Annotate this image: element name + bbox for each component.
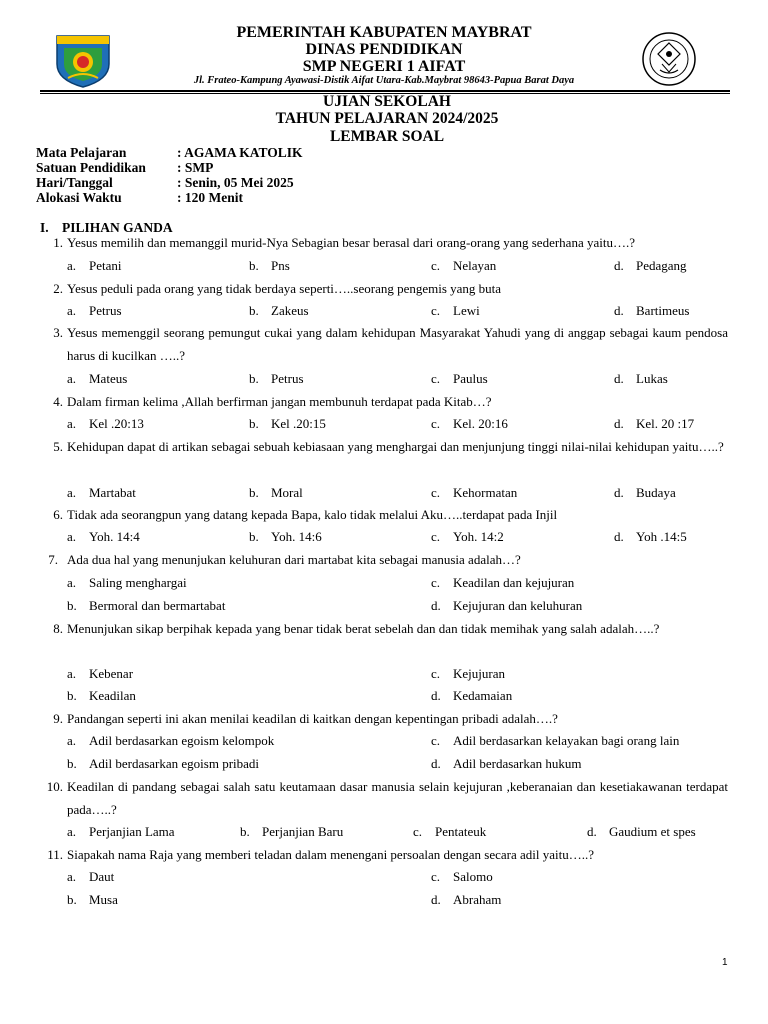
option[interactable]: d. Kejujuran dan keluhuran: [431, 598, 583, 613]
option[interactable]: d. Kel. 20 :17: [614, 416, 695, 431]
question-2: [0, 278, 768, 301]
header-school: SMP NEGERI 1 AIFAT: [302, 58, 466, 75]
question-text: Pandangan seperti ini akan menilai keadilan di kaitkan dengan kepentingan pribadi adalah….?: [67, 711, 558, 726]
option[interactable]: a. Perjanjian Lama: [67, 824, 175, 839]
question-number: 1.: [53, 235, 63, 250]
option[interactable]: d. Kedamaian: [431, 688, 513, 703]
option[interactable]: c. Salomo: [431, 869, 493, 884]
option[interactable]: b. Kel .20:15: [249, 416, 326, 431]
meta-unit-label: Satuan Pendidikan: [36, 160, 146, 175]
option[interactable]: a. Saling menghargai: [67, 575, 187, 590]
option[interactable]: d. Gaudium et spes: [587, 824, 696, 839]
option[interactable]: d. Lukas: [614, 371, 668, 386]
option[interactable]: d. Abraham: [431, 892, 502, 907]
option[interactable]: a. Yoh. 14:4: [67, 529, 140, 544]
header-address: Jl. Frateo-Kampung Ayawasi-Distik Aifat Utara-Kab.Maybrat 98643-Papua Barat Daya: [193, 75, 575, 86]
question-number: 7.: [48, 552, 58, 567]
question-number: 9.: [53, 711, 63, 726]
question-text: Kehidupan dapat di artikan sebagai sebuah kebiasaan yang menghargai dan menjunjung tinggi nilai-nilai kehidupan yaitu…..?: [67, 439, 724, 454]
exam-sheet: LEMBAR SOAL: [329, 128, 445, 145]
option[interactable]: c. Keadilan dan kejujuran: [431, 575, 575, 590]
option[interactable]: c. Pentateuk: [413, 824, 487, 839]
question-number: 6.: [53, 507, 63, 522]
option[interactable]: b. Yoh. 14:6: [249, 529, 322, 544]
question-9: [0, 708, 768, 731]
question-text: Yesus memenggil seorang pemungut cukai yang dalam kehidupan Masyarakat Yahudi yang di anggap sebagai kaum pendosa harus di kucilkan …..?: [67, 325, 728, 363]
question-number: 4.: [53, 394, 63, 409]
option[interactable]: a. Petani: [67, 258, 122, 273]
option[interactable]: a. Petrus: [67, 303, 122, 318]
question-number: 5.: [53, 439, 63, 454]
option[interactable]: d. Budaya: [614, 485, 676, 500]
question-7: [0, 549, 768, 572]
option[interactable]: c. Kehormatan: [431, 485, 518, 500]
question-text: Yesus peduli pada orang yang tidak berdaya seperti…..seorang pengemis yang buta: [67, 281, 502, 296]
question-4: [0, 391, 768, 414]
option[interactable]: c. Lewi: [431, 303, 480, 318]
option[interactable]: c. Nelayan: [431, 258, 497, 273]
exam-title: UJIAN SEKOLAH: [323, 93, 451, 110]
meta-time-label: Alokasi Waktu: [36, 190, 122, 205]
option[interactable]: b. Musa: [67, 892, 118, 907]
question-text: Tidak ada seorangpun yang datang kepada Bapa, kalo tidak melalui Aku…..terdapat pada Injil: [67, 507, 558, 522]
question-number: 2.: [53, 281, 63, 296]
header-rule-thick: [40, 90, 730, 92]
option[interactable]: c. Yoh. 14:2: [431, 529, 504, 544]
question-number: 8.: [53, 621, 63, 636]
option[interactable]: a. Mateus: [67, 371, 128, 386]
question-number: 11.: [47, 847, 63, 862]
option[interactable]: d. Bartimeus: [614, 303, 690, 318]
exam-year: TAHUN PELAJARAN 2024/2025: [275, 110, 499, 127]
option[interactable]: a. Martabat: [67, 485, 136, 500]
option[interactable]: a. Adil berdasarkan egoism kelompok: [67, 733, 275, 748]
question-text: Dalam firman kelima ,Allah berfirman jangan membunuh terdapat pada Kitab…?: [67, 394, 492, 409]
question-8: [0, 618, 768, 664]
question-number: 3.: [53, 325, 63, 340]
option[interactable]: c. Kel. 20:16: [431, 416, 508, 431]
option[interactable]: d. Yoh .14:5: [614, 529, 687, 544]
option[interactable]: d. Pedagang: [614, 258, 687, 273]
option[interactable]: b. Adil berdasarkan egoism pribadi: [67, 756, 260, 771]
option[interactable]: b. Bermoral dan bermartabat: [67, 598, 226, 613]
meta-unit-value: : SMP: [177, 160, 214, 175]
option[interactable]: a. Daut: [67, 869, 115, 884]
question-3: [0, 322, 768, 368]
option[interactable]: b. Zakeus: [249, 303, 309, 318]
option[interactable]: c. Paulus: [431, 371, 488, 386]
question-1: [0, 232, 768, 255]
question-text: Keadilan di pandang sebagai salah satu keutamaan dasar manusia selain kejujuran ,keberanaian dan kesetiakawanan terdapat pada…..?: [67, 779, 728, 817]
question-text: Menunjukan sikap berpihak kepada yang benar tidak berat sebelah dan dan tidak memihak yang salah adalah…..?: [67, 621, 660, 636]
question-number: 10.: [46, 779, 63, 794]
page-number: 1: [722, 957, 728, 968]
question-6: [0, 504, 768, 527]
option[interactable]: b. Pns: [249, 258, 290, 273]
option[interactable]: d. Adil berdasarkan hukum: [431, 756, 582, 771]
section-title: PILIHAN GANDA: [62, 220, 173, 235]
meta-subject-label: Mata Pelajaran: [36, 145, 127, 160]
option[interactable]: b. Keadilan: [67, 688, 136, 703]
header-department: DINAS PENDIDIKAN: [305, 41, 463, 58]
option[interactable]: b. Perjanjian Baru: [240, 824, 344, 839]
question-11: [0, 844, 768, 867]
meta-date-value: : Senin, 05 Mei 2025: [177, 175, 294, 190]
header-government: PEMERINTAH KABUPATEN MAYBRAT: [236, 24, 532, 41]
question-10: [0, 776, 768, 822]
option[interactable]: c. Adil berdasarkan kelayakan bagi orang lain: [431, 733, 680, 748]
question-text: Yesus memilih dan memanggil murid-Nya Sebagian besar berasal dari orang-orang yang sederhana yaitu….?: [67, 235, 635, 250]
meta-subject-value: : AGAMA KATOLIK: [177, 145, 303, 160]
meta-time-value: : 120 Menit: [177, 190, 243, 205]
option[interactable]: b. Petrus: [249, 371, 304, 386]
section-number: I.: [40, 220, 49, 235]
question-text: Ada dua hal yang menunjukan keluhuran dari martabat kita sebagai manusia adalah…?: [67, 552, 521, 567]
option[interactable]: c. Kejujuran: [431, 666, 505, 681]
option[interactable]: b. Moral: [249, 485, 303, 500]
option[interactable]: a. Kebenar: [67, 666, 134, 681]
question-5: [0, 436, 768, 482]
meta-date-label: Hari/Tanggal: [36, 175, 113, 190]
question-text: Siapakah nama Raja yang memberi teladan dalam menengani persoalan dengan secara adil yaitu…..?: [67, 847, 595, 862]
option[interactable]: a. Kel .20:13: [67, 416, 144, 431]
